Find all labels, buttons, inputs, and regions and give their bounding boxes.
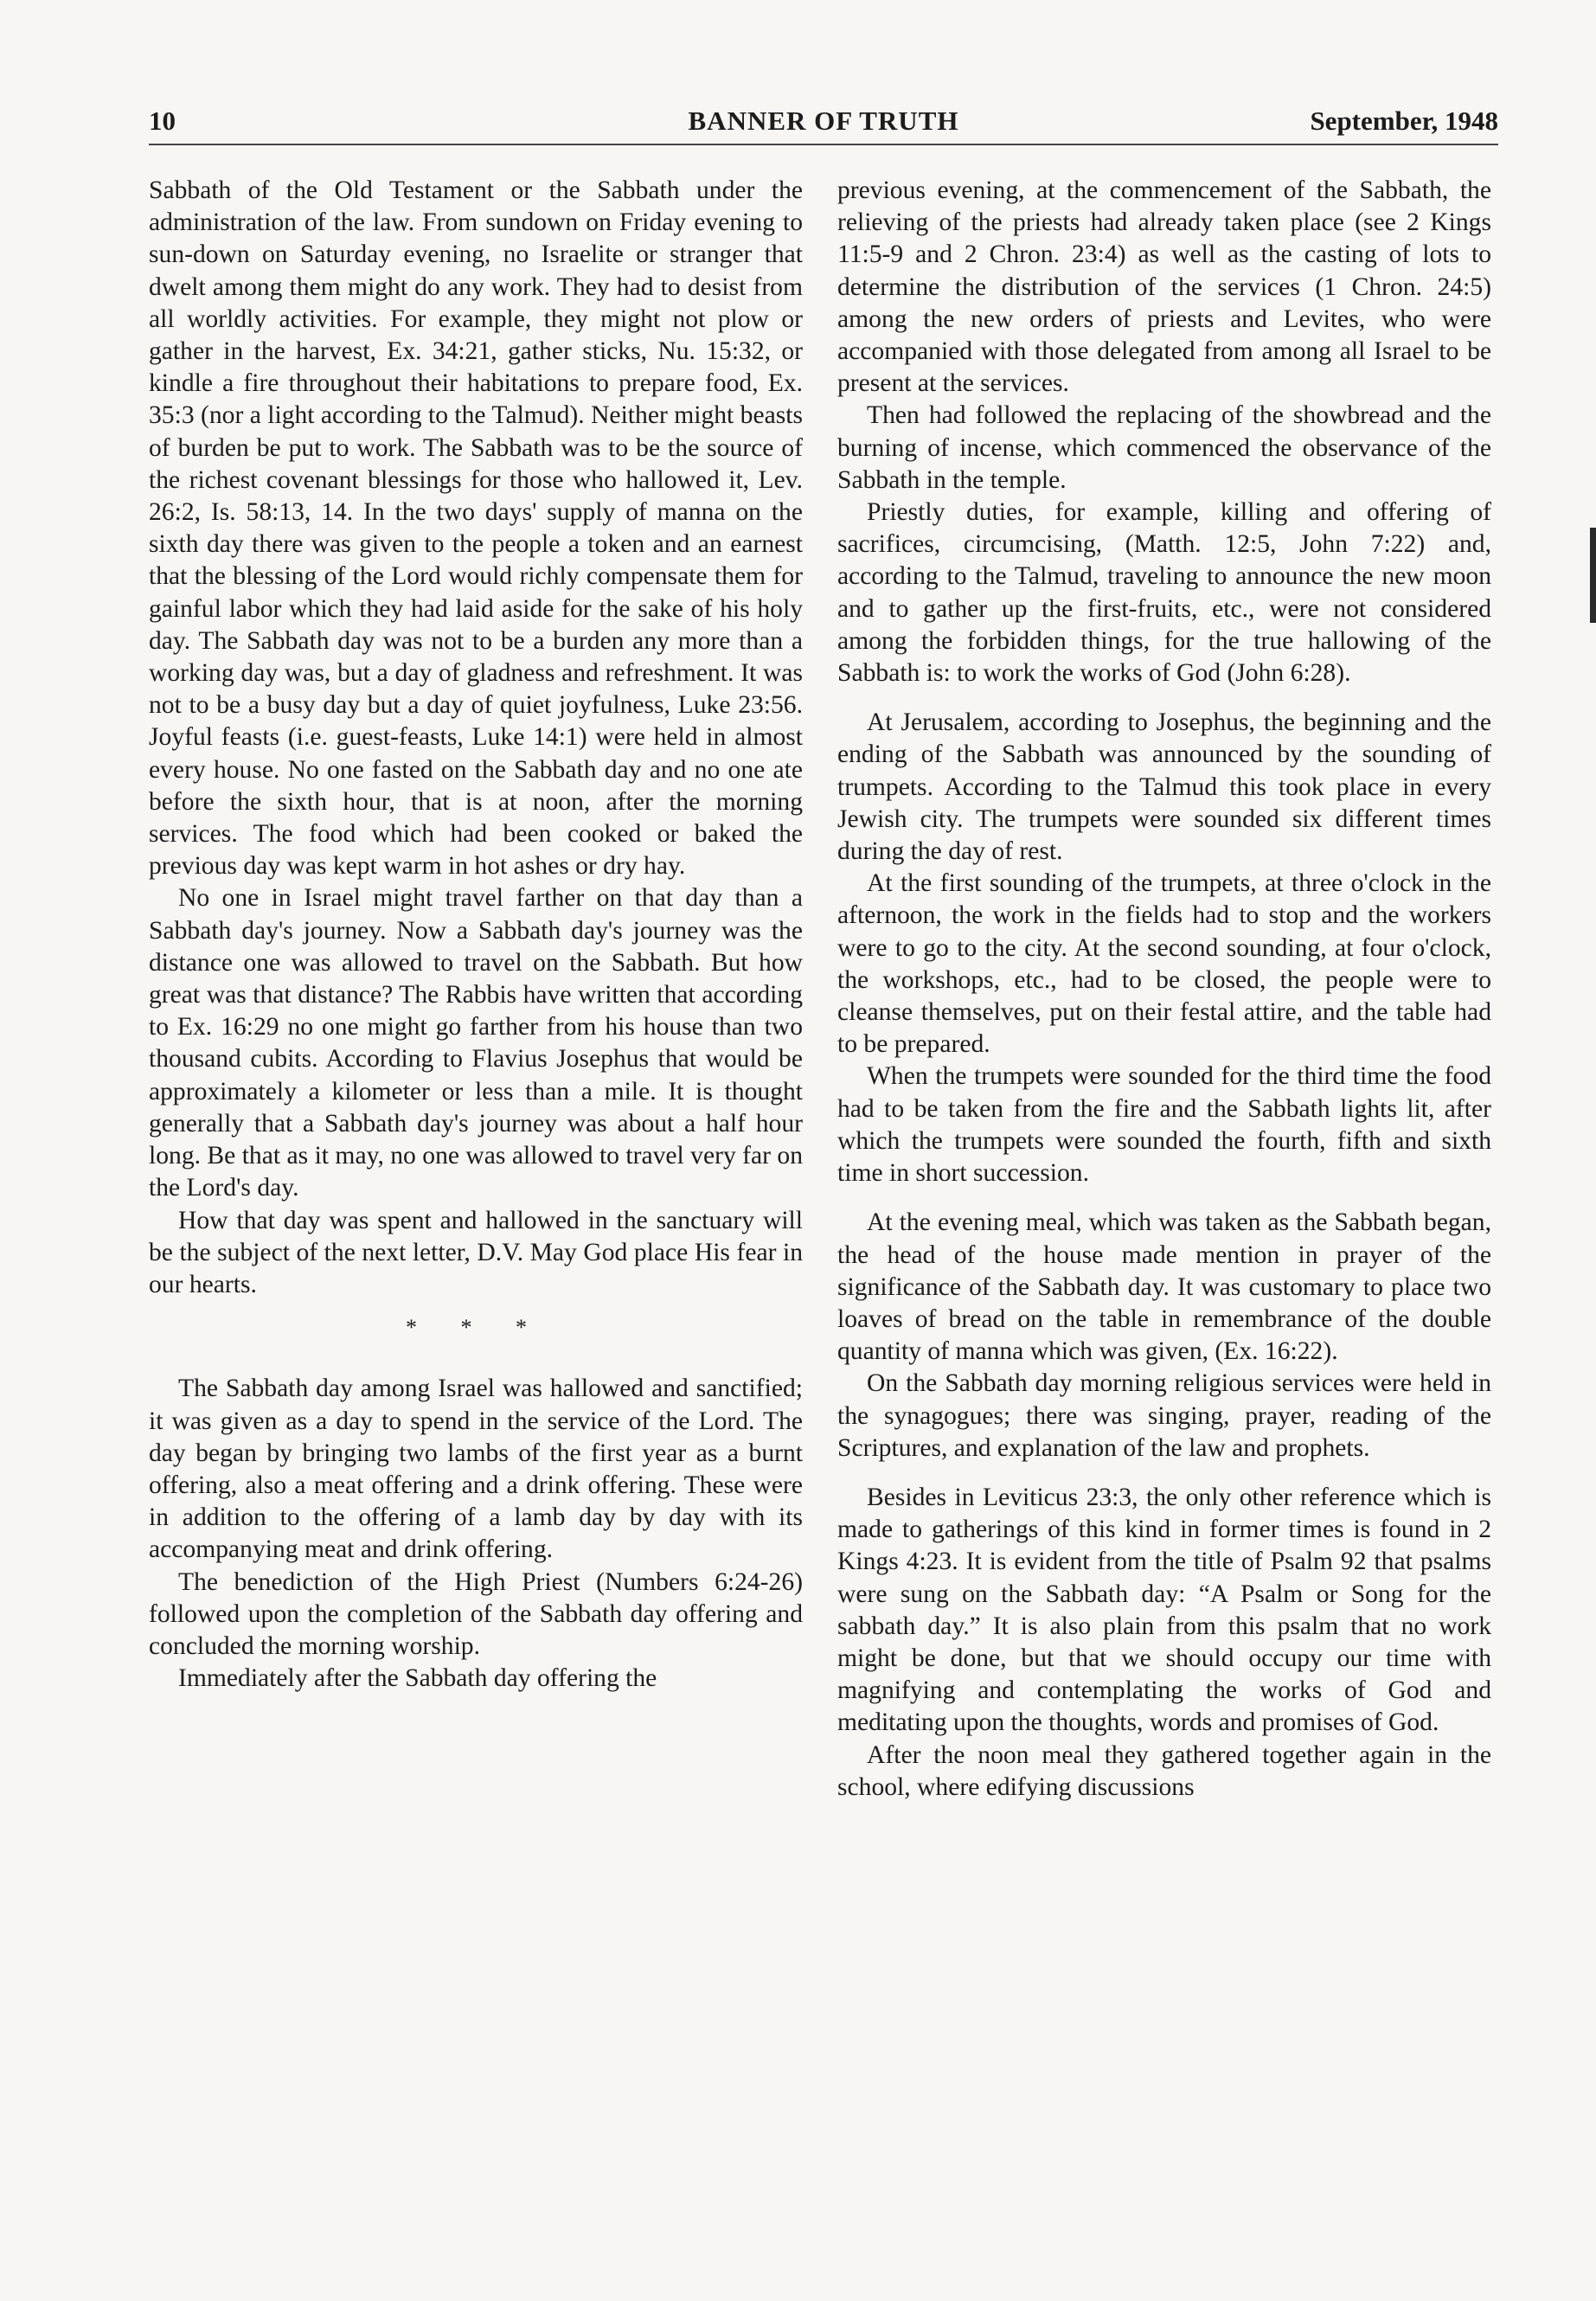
paragraph: The Sabbath day among Israel was hallowed and sanctified; it was given as a day to spend in the service of the Lord. The day began by bringing two lambs of the first year as a burnt offering, also a meat offering and a drink offering. These were in addition to the offering of a lamb day by day with its accompanying meat and drink offering. (149, 1375, 803, 1564)
paragraph: How that day was spent and hallowed in the sanctuary will be the subject of the next letter, D.V. May God place His fear in our hearts. (149, 1206, 803, 1298)
publication-title: BANNER OF TRUTH (688, 106, 959, 136)
header-rule (149, 144, 1498, 145)
paragraph: Immediately after the Sabbath day offering the (178, 1664, 657, 1693)
left-column (149, 175, 803, 1695)
paragraph: On the Sabbath day morning religious services were held in the synagogues; there was singing, prayer, reading of the Scriptures, and explanation of the law and prophets. (837, 1369, 1491, 1462)
section-separator: * * * (406, 1315, 546, 1341)
page-header (149, 102, 1498, 145)
paragraph: Priestly duties, for example, killing and offering of sacrifices, circumcising, (Matth. 12:5, John 7:22) and, according to the Talmud, traveling to announce the new moon and to gather up the first-fruits, etc., were not considered among the forbidden things, for the true hallowing of the Sabbath is: to work the works of God (John 6:28). (837, 498, 1491, 688)
paragraph: The benediction of the High Priest (Numbers 6:24-26) followed upon the completion of the Sabbath day offering and concluded the morning worship. (149, 1567, 803, 1660)
paragraph: Then had followed the replacing of the showbread and the burning of incense, which commenced the observance of the Sabbath in the temple. (837, 401, 1491, 494)
paragraph: After the noon meal they gathered together again in the school, where edifying discussions (837, 1740, 1491, 1801)
paragraph: When the trumpets were sounded for the third time the food had to be taken from the fire and the Sabbath lights lit, after which the trumpets were sounded the fourth, fifth and sixth time in short succession. (837, 1062, 1491, 1188)
paragraph: previous evening, at the commencement of the Sabbath, the relieving of the priests had already taken place (see 2 Kings 11:5-9 and 2 Chron. 23:4) as well as the casting of lots to determine the distribution of the services (1 Chron. 24:5) among the new orders of priests and Levites, who were accompanied with those delegated from among all Israel to be present at the services. (837, 176, 1491, 398)
issue-date: September, 1948 (1310, 106, 1498, 136)
right-column (837, 175, 1491, 1804)
paragraph: Besides in Leviticus 23:3, the only other reference which is made to gatherings of this kind in former times is found in 2 Kings 4:23. It is evident from the title of Psalm 92 that psalms were sung on the Sabbath day: “A Psalm or Song for the sabbath day.” It is also plain from this psalm that no work might be done, but that we should occupy our time with magnifying and contemplating the works of God and meditating upon the thoughts, words and promises of God. (837, 1483, 1491, 1737)
paragraph: At the evening meal, which was taken as the Sabbath began, the head of the house made mention in prayer of the significance of the Sabbath day. It was customary to place two loaves of bread on the table in remembrance of the double quantity of manna which was given, (Ex. 16:22). (837, 1208, 1491, 1366)
page-number: 10 (149, 106, 176, 136)
paragraph: At Jerusalem, according to Josephus, the beginning and the ending of the Sabbath was announced by the sounding of trumpets. According to the Talmud this took place in every Jewish city. The trumpets were sounded six different times during the day of rest. (837, 708, 1491, 866)
scan-edge-mark (1590, 528, 1596, 623)
paragraph: No one in Israel might travel farther on that day than a Sabbath day's journey. Now a Sabbath day's journey was the distance one was allowed to travel on the Sabbath. But how great was that distance? The Rabbis have written that according to Ex. 16:29 no one might go farther from his house than two thousand cubits. According to Flavius Josephus that would be approximately a kilometer or less than a mile. It is thought generally that a Sabbath day's journey was about a half hour long. Be that as it may, no one was allowed to travel very far on the Lord's day. (149, 884, 803, 1202)
paragraph: Sabbath of the Old Testament or the Sabbath under the administration of the law. From sundown on Friday evening to sun-down on Saturday evening, no Israelite or stranger that dwelt among them might do any work. They had to desist from all worldly activities. For example, they might not plow or gather in the harvest, Ex. 34:21, gather sticks, Nu. 15:32, or kindle a fire throughout their habitations to prepare food, Ex. 35:3 (nor a light according to the Talmud). Neither might beasts of burden be put to work. The Sabbath was to be the source of the richest covenant blessings for those who hallowed it, Lev. 26:2, Is. 58:13, 14. In the two days' supply of manna on the sixth day there was given to the people a token and an earnest that the blessing of the Lord would richly compensate them for gainful labor which they had laid aside for the sake of his holy day. The Sabbath day was not to be a burden any more than a working day was, but a day of gladness and refreshment. It was not to be a busy day but a day of quiet joyfulness, Luke 23:56. Joyful feasts (i.e. guest-feasts, Luke 14:1) were held in almost every house. No one fasted on the Sabbath day and no one ate before the sixth hour, that is at noon, after the morning services. The food which had been cooked or baked the previous day was kept warm in hot ashes or dry hay. (149, 176, 803, 881)
paragraph: At the first sounding of the trumpets, at three o'clock in the afternoon, the work in the fields had to stop and the workers were to go to the city. At the second sounding, at four o'clock, the workshops, etc., had to be closed, the people were to cleanse themselves, put on their festal attire, and the table had to be prepared. (837, 869, 1491, 1059)
